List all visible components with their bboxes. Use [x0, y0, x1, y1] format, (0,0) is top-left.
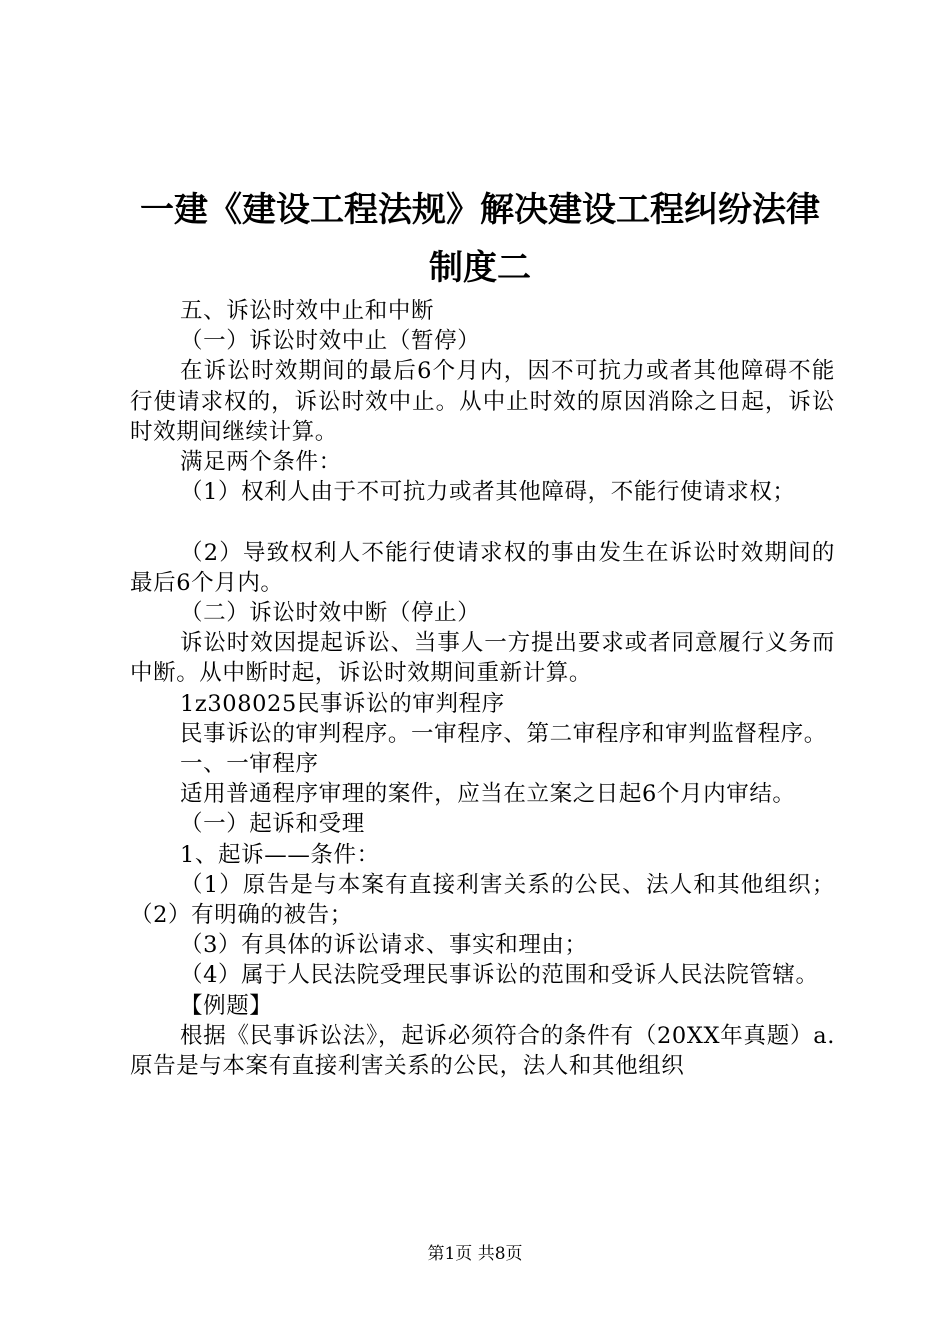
blank-line [130, 507, 835, 537]
body-paragraph: 1z308025民事诉讼的审判程序 [180, 690, 505, 717]
page-footer: 第1页 共8页 [427, 1244, 523, 1264]
body-paragraph: （2）导致权利人不能行使请求权的事由发生在诉讼时效期间的最后6个月内。 [130, 539, 835, 596]
document-title-line-2: 制度二 [429, 248, 531, 288]
body-paragraph: 【例题】 [180, 992, 273, 1019]
body-paragraph: （3）有具体的诉讼请求、事实和理由； [180, 932, 588, 959]
document-title-line-1: 一建《建设工程法规》解决建设工程纠纷法律 [140, 190, 820, 230]
body-paragraph: 根据《民事诉讼法》，起诉必须符合的条件有（20XX年真题）a.原告是与本案有直接利害关系的公民，法人和其他组织 [130, 1022, 835, 1080]
body-paragraph: 在诉讼时效期间的最后6个月内，因不可抗力或者其他障碍不能行使请求权的，诉讼时效中止。从中止时效的原因消除之日起，诉讼时效期间继续计算。 [130, 358, 835, 445]
body-paragraph: 满足两个条件： [180, 449, 342, 476]
document-body [130, 296, 835, 1081]
body-paragraph: 一、一审程序 [180, 751, 319, 778]
body-paragraph: （1）原告是与本案有直接利害关系的公民、法人和其他组织；（2）有明确的被告； [130, 871, 835, 929]
body-paragraph: （4）属于人民法院受理民事诉讼的范围和受诉人民法院管辖。 [180, 962, 819, 989]
body-paragraph: 诉讼时效因提起诉讼、当事人一方提出要求或者同意履行义务而中断。从中断时起，诉讼时效期间重新计算。 [130, 630, 835, 687]
body-paragraph: （一）诉讼时效中止（暂停） [180, 328, 481, 355]
body-paragraph: （1）权利人由于不可抗力或者其他障碍，不能行使请求权； [180, 479, 796, 506]
body-paragraph: 民事诉讼的审判程序。一审程序、第二审程序和审判监督程序。 [180, 720, 827, 747]
body-paragraph: 五、诉讼时效中止和中断 [180, 298, 435, 324]
body-paragraph: （一）起诉和受理 [180, 811, 365, 838]
body-paragraph: 适用普通程序审理的案件，应当在立案之日起6个月内审结。 [180, 781, 796, 808]
body-paragraph: 1、起诉——条件： [180, 841, 380, 868]
body-paragraph: （二）诉讼时效中断（停止） [180, 600, 481, 627]
